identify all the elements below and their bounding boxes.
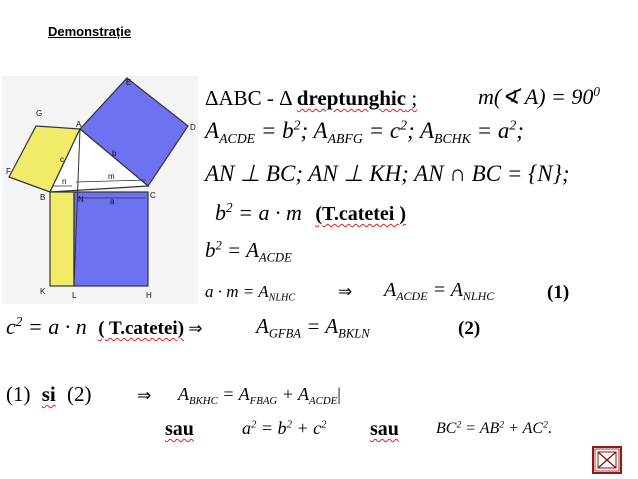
label-n-vertex: N xyxy=(78,195,84,204)
line-2-areas: $A_{ACDE} = b^2$; $A_{ABFG} = c^2$; $A_{BCHK} = a^2$; xyxy=(205,117,524,146)
theorem-label-2: ( T.catetei) xyxy=(98,318,185,339)
line-5: $b^2 = A_{ACDE}$ xyxy=(205,238,292,265)
line-7-area-eq: $A_{GFBA} = A_{BKLN}$ xyxy=(256,314,370,341)
theorem-label-1: (T.catetei ) xyxy=(315,203,407,225)
label-f: F xyxy=(6,167,11,176)
label-h: H xyxy=(146,291,152,300)
label-l: L xyxy=(72,291,77,300)
label-k: K xyxy=(40,287,46,296)
label-b: b xyxy=(112,149,117,158)
equation-number-2: (2) xyxy=(458,318,481,339)
label-a: A xyxy=(76,120,82,129)
word-sau-1: sau xyxy=(165,418,194,440)
angle-a-equation: m(∢ $A) = 90^0$ xyxy=(478,84,600,109)
line-9-equation-2: $BC^2 = AB^2 + AC^2$. xyxy=(436,419,552,437)
semicolon: ; xyxy=(406,86,418,110)
implies-arrow-2: ⇒ xyxy=(184,319,203,338)
line-8-left: (1) si (2) xyxy=(6,382,92,406)
word-si: si xyxy=(41,382,56,406)
label-a-side: a xyxy=(110,197,115,206)
label-c-vertex: C xyxy=(150,191,156,200)
label-c: c xyxy=(60,155,64,164)
label-m: m xyxy=(108,172,115,181)
pythagoras-figure xyxy=(0,74,200,306)
rect-nlhc xyxy=(74,192,148,286)
line-1 xyxy=(205,86,417,111)
line-8-area-sum: $A_{BKHC} = A_{FBAG} + A_{ACDE}|$ xyxy=(178,384,341,407)
line-7: $c^2 = a \cdot n$ ( T.catetei) ⇒ xyxy=(6,314,203,339)
implies-arrow-1: ⇒ xyxy=(338,282,353,301)
line-6-left: $a \cdot m = A_{NLHC}$ xyxy=(205,282,296,304)
cursor-bar: | xyxy=(337,384,341,404)
navigation-icon xyxy=(594,448,620,472)
word-sau-2: sau xyxy=(370,418,399,440)
rect-bkln xyxy=(50,192,74,286)
line-3-perpendicular: AN ⊥ BC; AN ⊥ KH; AN ∩ BC = {N}; xyxy=(205,161,570,186)
line-4: $b^2 = a \cdot m$ (T.catetei ) xyxy=(215,200,407,225)
label-e: E xyxy=(126,78,132,87)
implies-arrow-3: ⇒ xyxy=(137,386,152,405)
line-6-right: $A_{ACDE} = A_{NLHC}$ xyxy=(384,279,495,304)
triangle-notation: ΔABC - Δ xyxy=(205,86,297,110)
line-9-equation-1: $a^2 = b^2 + c^2$ xyxy=(242,418,327,438)
label-b-vertex: B xyxy=(40,193,46,202)
next-slide-button[interactable] xyxy=(592,446,622,474)
label-d: D xyxy=(190,123,196,132)
slide-title: Demonstrație xyxy=(48,24,132,39)
word-dreptunghic: dreptunghic xyxy=(296,86,407,110)
label-n: n xyxy=(62,177,67,186)
label-g: G xyxy=(36,109,43,118)
equation-number-1: (1) xyxy=(547,282,570,303)
